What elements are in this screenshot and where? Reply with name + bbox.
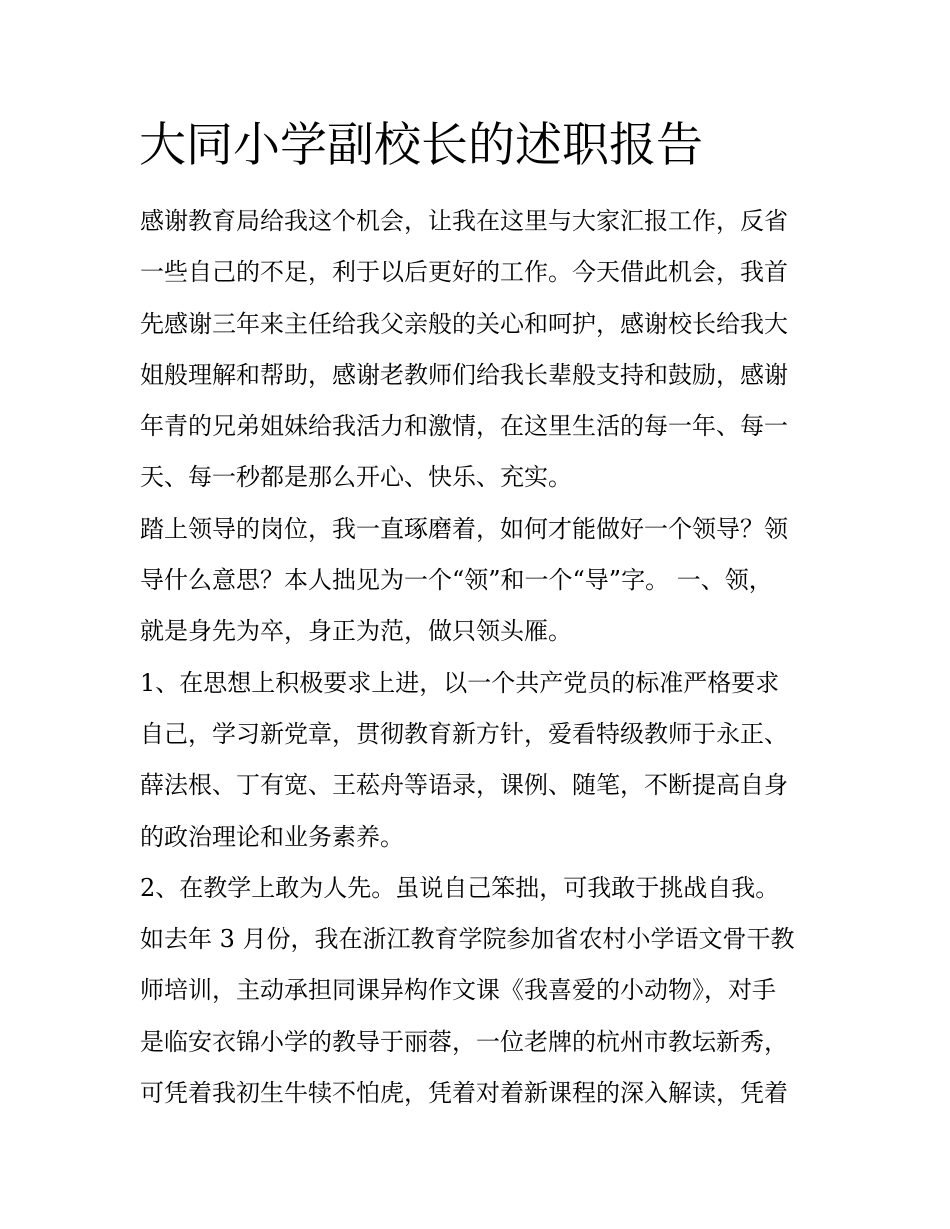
body-line: 的政治理论和业务素养。	[140, 822, 404, 851]
body-line: 感谢教育局给我这个机会，让我在这里与大家汇报工作，反省	[140, 207, 788, 235]
body-line: 自己，学习新党章，贯彻教育新方针，爱看特级教师于永正、	[140, 719, 788, 748]
body-line: 可凭着我初生牛犊不怕虎，凭着对着新课程的深入解读，凭着	[140, 1079, 788, 1108]
body-line: 年青的兄弟姐妹给我活力和激情，在这里生活的每一年、每一	[140, 412, 788, 441]
body-line: 姐般理解和帮助，感谢老教师们给我长辈般支持和鼓励，感谢	[140, 360, 788, 389]
body-line: 2、在教学上敢为人先。虽说自己笨拙，可我敢于挑战自我。	[140, 873, 780, 902]
document-title: 大同小学副校长的述职报告	[139, 118, 703, 173]
body-line: 导什么意思？本人拙见为一个“领”和一个“导”字。 一、领，	[140, 566, 773, 595]
body-line: 就是身先为卒，身正为范，做只领头雁。	[140, 617, 572, 646]
body-line: 薛法根、丁有宽、王菘舟等语录，课例、随笔，不断提高自身	[140, 771, 788, 800]
body-line: 踏上领导的岗位，我一直琢磨着，如何才能做好一个领导？领	[140, 514, 788, 543]
body-line: 如去年 3 月份，我在浙江教育学院参加省农村小学语文骨干教	[140, 925, 795, 954]
body-line: 1、在思想上积极要求上进，以一个共产党员的标准严格要求	[140, 668, 780, 697]
body-line: 是临安衣锦小学的教导于丽蓉，一位老牌的杭州市教坛新秀，	[140, 1027, 788, 1056]
body-line: 师培训，主动承担同课异构作文课《我喜爱的小动物》，对手	[140, 976, 776, 1005]
body-line: 天、每一秒都是那么开心、快乐、充实。	[140, 463, 572, 492]
document-body	[140, 196, 820, 1119]
body-line: 一些自己的不足，利于以后更好的工作。今天借此机会，我首	[140, 258, 788, 287]
body-line: 先感谢三年来主任给我父亲般的关心和呵护，感谢校长给我大	[140, 309, 788, 338]
